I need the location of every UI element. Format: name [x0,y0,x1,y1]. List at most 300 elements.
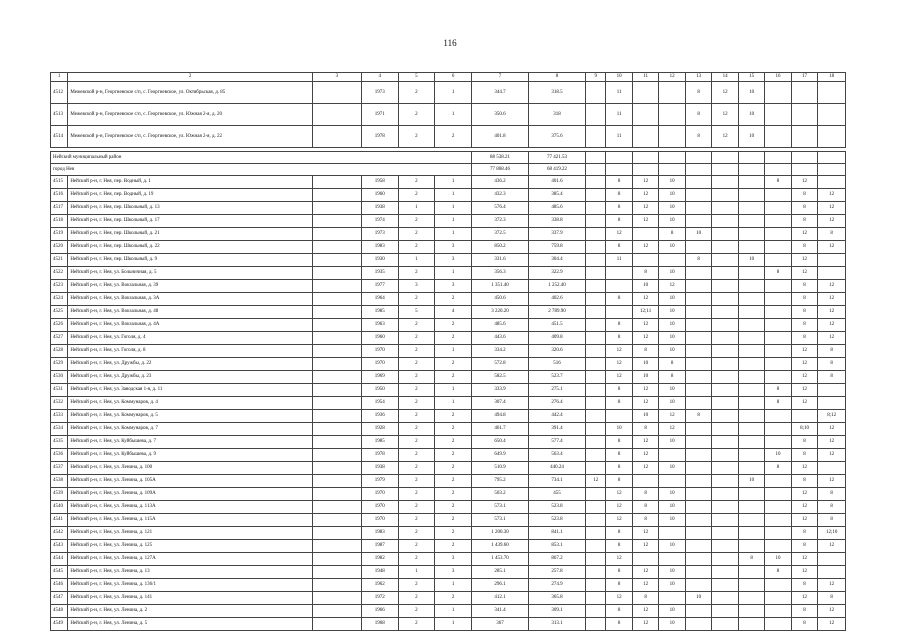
value-cell: 461.7 [471,423,528,436]
value-cell: 2 [398,358,435,371]
value-cell [586,501,606,514]
value-cell: 8 [791,293,817,306]
address-cell: Нейский р-н, г. Нея, ул. Ленина, д. 121 [68,527,313,540]
value-cell [712,332,738,345]
value-cell [818,176,846,189]
row-number-cell: 4543 [51,540,68,553]
value-cell: 2 [398,475,435,488]
column-number-cell: 12 [659,73,685,82]
value-cell [712,280,738,293]
value-cell: 2 [398,176,435,189]
value-cell: 1938 [361,462,398,475]
value-cell: 1985 [361,306,398,319]
value-cell [765,228,791,241]
value-cell [712,605,738,618]
value-cell [818,397,846,410]
value-cell [606,306,632,319]
value-cell [685,241,711,254]
value-cell: 1928 [361,423,398,436]
empty-cell [312,228,361,241]
value-cell [659,126,685,148]
value-cell: 12 [606,228,632,241]
value-cell: 8 [606,293,632,306]
value-cell: 10 [659,319,685,332]
value-cell [659,82,685,104]
value-cell: 2 [398,553,435,566]
value-cell: 12 [818,449,846,462]
row-number-cell: 4521 [51,254,68,267]
address-cell: Нейский р-н, г. Нея, ул. Ленина, д. 125 [68,540,313,553]
empty-cell [312,527,361,540]
value-cell: 577.4 [528,436,585,449]
value-cell: 12 [818,540,846,553]
value-cell [685,397,711,410]
value-cell: 12 [632,605,658,618]
value-cell: 276.4 [528,397,585,410]
empty-cell [606,152,632,164]
empty-cell [818,152,846,164]
value-cell: 1 439.60 [471,540,528,553]
value-cell: 2 [435,540,472,553]
value-cell: 2 [398,104,435,126]
address-cell: Нейский р-н, г. Нея, пер. Водный, д. 19 [68,189,313,202]
value-cell: 1 [398,254,435,267]
value-cell: 331.6 [471,254,528,267]
row-number-cell: 4542 [51,527,68,540]
value-cell [712,176,738,189]
value-cell [765,410,791,423]
value-cell [712,345,738,358]
value-cell: 2 [398,501,435,514]
value-cell: 12 [632,189,658,202]
empty-cell [312,488,361,501]
empty-cell [312,82,361,104]
value-cell [659,475,685,488]
value-cell: 367 [471,618,528,631]
value-cell: 12 [791,514,817,527]
table-row [51,514,846,527]
table-row [51,384,846,397]
value-cell: 337.9 [528,228,585,241]
value-cell: 2 [435,449,472,462]
value-cell: 1 [398,566,435,579]
value-cell: 8 [791,332,817,345]
value-cell: 12 [791,397,817,410]
value-cell: 12 [632,241,658,254]
value-cell: 8 [738,553,764,566]
address-cell: Нейский р-н, г. Нея, ул. Ленина, д. 109А [68,488,313,501]
value-cell: 1950 [361,384,398,397]
value-cell: 409.8 [528,332,585,345]
value-cell [765,189,791,202]
value-cell [765,540,791,553]
row-number-cell: 4518 [51,215,68,228]
value-cell [586,371,606,384]
row-number-cell: 4532 [51,397,68,410]
value-cell [738,436,764,449]
row-number-cell: 4547 [51,592,68,605]
value-cell: 10 [632,371,658,384]
value-cell [586,397,606,410]
value-cell [586,254,606,267]
value-cell [659,104,685,126]
value-cell [685,618,711,631]
value-cell [738,488,764,501]
value-cell: 309.1 [528,605,585,618]
value-cell: 304.4 [528,254,585,267]
row-number-cell: 4546 [51,579,68,592]
value-cell: 10 [659,345,685,358]
value-cell: 350.6 [471,104,528,126]
value-cell: 443.6 [471,332,528,345]
value-cell: 12 [791,176,817,189]
table-row [51,475,846,488]
value-cell: 10 [606,423,632,436]
value-cell [738,215,764,228]
value-cell: 12 [791,267,817,280]
row-number-cell: 4514 [51,126,68,148]
value-cell: 1963 [361,319,398,332]
address-cell: Нейский р-н, г. Нея, ул. Ленина, д. 100 [68,462,313,475]
table-row [51,371,846,384]
value-cell [738,423,764,436]
value-cell [586,358,606,371]
value-cell [818,126,846,148]
address-cell: Нейский р-н, г. Нея, ул. Дружбы, д. 22 [68,358,313,371]
value-cell: 10 [738,104,764,126]
row-number-cell: 4536 [51,449,68,462]
value-cell: 523.8 [528,514,585,527]
value-cell [659,527,685,540]
empty-cell [312,267,361,280]
empty-cell [312,410,361,423]
address-cell: Нейский р-н, г. Нея, ул. Ленина, д. 136/1 [68,579,313,592]
address-cell: Нейский р-н, г. Нея, ул. Ленина, д. 141 [68,592,313,605]
value-cell: 8 [606,462,632,475]
town-total-cell: 68 419.22 [528,164,585,176]
value-cell [632,104,658,126]
value-cell: 10 [738,475,764,488]
value-cell: 12 [632,293,658,306]
value-cell [632,82,658,104]
column-number-cell: 10 [606,73,632,82]
value-cell: 365.8 [528,592,585,605]
table-row [51,488,846,501]
value-cell: 2 [398,527,435,540]
value-cell: 10 [632,280,658,293]
row-number-cell: 4524 [51,293,68,306]
value-cell: 8 [606,384,632,397]
value-cell: 2 [398,126,435,148]
value-cell: 8 [791,280,817,293]
value-cell: 2 [398,241,435,254]
column-number-cell: 3 [312,73,361,82]
district-row [51,152,846,164]
value-cell: 2 [435,319,472,332]
value-cell: 10 [659,384,685,397]
value-cell [586,241,606,254]
row-number-cell: 4549 [51,618,68,631]
value-cell: 8 [606,176,632,189]
value-cell: 8 [632,514,658,527]
value-cell: 650.4 [471,436,528,449]
empty-cell [312,436,361,449]
value-cell: 12 [818,475,846,488]
value-cell: 338.8 [528,215,585,228]
value-cell [685,540,711,553]
value-cell: 8 [606,579,632,592]
value-cell: 12 [632,176,658,189]
table-row [51,228,846,241]
empty-cell [738,164,764,176]
value-cell [738,410,764,423]
value-cell [659,592,685,605]
value-cell: 1 200.30 [471,527,528,540]
value-cell: 10 [659,215,685,228]
value-cell: 12 [632,527,658,540]
value-cell: 494.8 [471,410,528,423]
row-number-cell: 4526 [51,319,68,332]
value-cell: 2 [398,605,435,618]
value-cell [765,306,791,319]
empty-cell [312,592,361,605]
value-cell [685,605,711,618]
value-cell [765,319,791,332]
column-number-cell: 13 [685,73,711,82]
value-cell: 10 [659,306,685,319]
value-cell: 8 [818,228,846,241]
table-row [51,241,846,254]
value-cell [738,202,764,215]
value-cell: 576.4 [471,202,528,215]
address-cell: Межевской р-н, Георгиевское с/п, с. Георгиевское, ул. Южная 2-я, д. 22 [68,126,313,148]
value-cell: 1977 [361,280,398,293]
row-number-cell: 4541 [51,514,68,527]
value-cell: 2 [398,345,435,358]
value-cell: 2 [398,514,435,527]
value-cell: 12;11 [632,306,658,319]
value-cell: 850.2 [471,241,528,254]
value-cell: 8 [606,566,632,579]
value-cell [738,527,764,540]
value-cell [765,579,791,592]
value-cell: 1 [435,345,472,358]
value-cell: 8 [791,436,817,449]
value-cell: 12 [659,423,685,436]
value-cell [738,618,764,631]
value-cell: 8 [659,228,685,241]
empty-cell [312,540,361,553]
value-cell [606,267,632,280]
value-cell: 12 [818,423,846,436]
address-cell: Нейский р-н, г. Нея, ул. Дружбы, д. 23 [68,371,313,384]
value-cell: 2 [435,423,472,436]
value-cell: 1987 [361,540,398,553]
value-cell: 10 [685,228,711,241]
table-row [51,423,846,436]
value-cell: 275.1 [528,384,585,397]
value-cell: 2 [398,293,435,306]
value-cell: 2 [398,592,435,605]
value-cell: 334.2 [471,345,528,358]
table-row [51,592,846,605]
value-cell: 2 [398,397,435,410]
value-cell [586,618,606,631]
value-cell: 1973 [361,82,398,104]
empty-cell [312,501,361,514]
value-cell: 2 [435,358,472,371]
table-row [51,462,846,475]
value-cell: 8 [791,449,817,462]
value-cell: 1978 [361,126,398,148]
value-cell: 372.5 [471,228,528,241]
empty-cell [765,152,791,164]
housing-table [50,72,846,631]
table-row [51,202,846,215]
value-cell [685,332,711,345]
value-cell: 3 [398,280,435,293]
table-row [51,126,846,148]
table-row [51,358,846,371]
address-cell: Нейский р-н, г. Нея, ул. Куйбышева, д. 7 [68,436,313,449]
value-cell: 1969 [361,371,398,384]
value-cell [818,384,846,397]
value-cell: 1 [435,605,472,618]
value-cell: 296.1 [471,579,528,592]
column-number-cell: 16 [765,73,791,82]
value-cell: 1960 [361,332,398,345]
value-cell: 2 789.90 [528,306,585,319]
value-cell: 2 [398,579,435,592]
empty-cell [312,176,361,189]
value-cell: 10 [765,553,791,566]
town-total-cell: 77 868.46 [471,164,528,176]
value-cell: 375.6 [528,126,585,148]
value-cell [765,126,791,148]
value-cell [685,319,711,332]
address-cell: Нейский р-н, г. Нея, ул. Гоголя, д. 4 [68,332,313,345]
row-number-cell: 4535 [51,436,68,449]
value-cell: 1 [435,579,472,592]
value-cell: 12 [712,104,738,126]
district-total-cell: 88 538.21 [471,152,528,164]
address-cell: Нейский р-н, г. Нея, ул. Заводская 1-я, д. 11 [68,384,313,397]
address-cell: Нейский р-н, г. Нея, ул. Вокзальная, д. 39 [68,280,313,293]
value-cell: 12 [818,241,846,254]
value-cell: 8 [606,241,632,254]
value-cell: 2 [435,514,472,527]
value-cell: 12 [818,306,846,319]
value-cell [685,189,711,202]
value-cell: 1954 [361,397,398,410]
value-cell [712,189,738,202]
value-cell: 5 [398,306,435,319]
value-cell [765,215,791,228]
value-cell [738,228,764,241]
table-row [51,267,846,280]
value-cell: 341.4 [471,605,528,618]
value-cell: 12 [818,319,846,332]
value-cell [712,436,738,449]
value-cell: 12 [606,488,632,501]
value-cell: 867.2 [528,553,585,566]
value-cell [586,189,606,202]
empty-cell [312,332,361,345]
value-cell: 1970 [361,488,398,501]
value-cell [738,319,764,332]
value-cell: 573.1 [471,501,528,514]
address-cell: Нейский р-н, г. Нея, ул. Вокзальная, д. 48 [68,306,313,319]
value-cell [712,423,738,436]
value-cell: 10 [659,566,685,579]
value-cell: 432.3 [471,189,528,202]
value-cell [818,267,846,280]
value-cell: 8 [632,501,658,514]
value-cell [738,384,764,397]
value-cell: 8 [791,527,817,540]
empty-cell [312,579,361,592]
value-cell: 401.8 [471,126,528,148]
value-cell: 12 [818,215,846,228]
value-cell [586,202,606,215]
value-cell: 12 [606,553,632,566]
value-cell [712,358,738,371]
value-cell [685,384,711,397]
column-number-cell: 9 [586,73,606,82]
value-cell [765,241,791,254]
value-cell [738,501,764,514]
value-cell: 8 [791,319,817,332]
address-cell: Нейский р-н, г. Нея, ул. Куйбышева, д. 9 [68,449,313,462]
value-cell [712,371,738,384]
value-cell [712,618,738,631]
value-cell: 8 [791,475,817,488]
value-cell: 523.7 [528,371,585,384]
value-cell [765,293,791,306]
value-cell: 3 [435,241,472,254]
value-cell: 10 [659,579,685,592]
empty-cell [738,152,764,164]
value-cell: 2 [435,488,472,501]
row-number-cell: 4530 [51,371,68,384]
empty-cell [312,254,361,267]
value-cell: 10 [659,501,685,514]
value-cell [738,397,764,410]
column-number-cell: 4 [361,73,398,82]
column-number-cell: 8 [528,73,585,82]
address-cell: Нейский р-н, г. Нея, пер. Школьный, д. 22 [68,241,313,254]
value-cell: 2 [435,462,472,475]
value-cell: 1970 [361,345,398,358]
empty-cell [586,164,606,176]
value-cell: 3 [435,566,472,579]
address-cell: Нейский р-н, г. Нея, ул. Гоголя, д. 8 [68,345,313,358]
value-cell [586,280,606,293]
empty-cell [312,104,361,126]
value-cell: 10 [659,176,685,189]
value-cell [712,215,738,228]
value-cell: 8 [606,527,632,540]
empty-cell [586,152,606,164]
value-cell: 2 [398,410,435,423]
address-cell: Нейский р-н, г. Нея, ул. Ленина, д. 115А [68,514,313,527]
value-cell [712,514,738,527]
value-cell [818,82,846,104]
value-cell: 516 [528,358,585,371]
row-number-cell: 4548 [51,605,68,618]
value-cell: 12 [791,371,817,384]
value-cell [586,527,606,540]
